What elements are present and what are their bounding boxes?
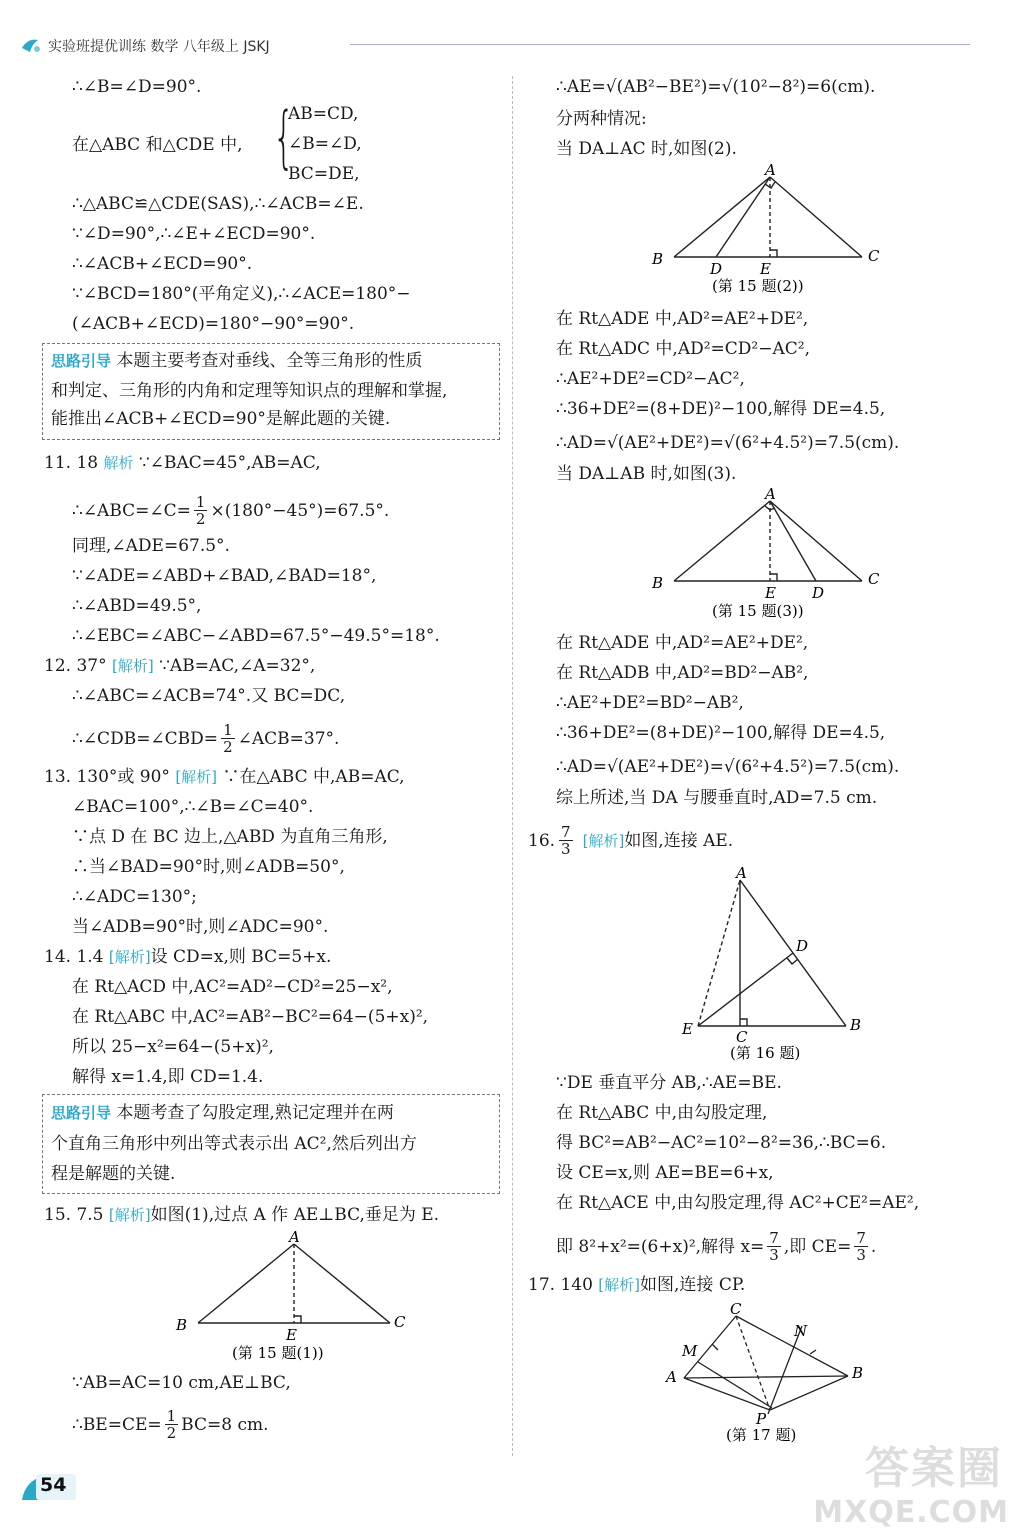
- text-line: 所以 25−x²=64−(5+x)²,: [72, 1037, 274, 1057]
- point-label: A: [666, 1368, 677, 1386]
- text-line: ∴AE²+DE²=CD²−AC²,: [556, 369, 745, 389]
- numerator: 1: [166, 1407, 177, 1425]
- text-line: ∴当∠BAD=90°时,则∠ADB=50°,: [72, 857, 345, 877]
- text-part: .: [870, 1236, 877, 1257]
- analysis-tag: [解析]: [598, 1276, 641, 1294]
- text-line: ∴∠ABD=49.5°,: [72, 596, 202, 616]
- text-part: ∴BE=CE=: [72, 1414, 162, 1435]
- fraction-line: [72, 494, 389, 527]
- question-number: 17. 140: [528, 1275, 599, 1295]
- text-line: 在 Rt△ADE 中,AD²=AE²+DE²,: [556, 309, 809, 329]
- figure-caption: (第 15 题(2)): [712, 277, 804, 295]
- figure-caption: (第 15 题(3)): [712, 602, 804, 620]
- analysis-tag: [解析]: [111, 657, 154, 675]
- text-line: ∵点 D 在 BC 边上,△ABD 为直角三角形,: [72, 827, 388, 847]
- point-label: B: [176, 1316, 188, 1334]
- figure-17: [660, 1298, 896, 1453]
- text-part: ∴∠ABC=∠C=: [72, 500, 191, 521]
- point-label: A: [289, 1230, 300, 1246]
- text-line: 如图(1),过点 A 作 AE⊥BC,垂足为 E.: [150, 1205, 440, 1225]
- question-number: 15. 7.5: [44, 1205, 109, 1225]
- text-line: ∴AE²+DE²=BD²−AB²,: [556, 693, 744, 713]
- denominator: 3: [561, 840, 571, 858]
- text-part: ∠ACB=37°.: [237, 728, 340, 749]
- text-line: ∴∠EBC=∠ABC−∠ABD=67.5°−49.5°=18°.: [72, 626, 440, 646]
- fraction-line: [72, 1408, 269, 1441]
- text-line: ∵∠D=90°,∴∠E+∠ECD=90°.: [72, 224, 316, 244]
- point-label: B: [850, 1016, 862, 1034]
- point-label: A: [765, 488, 776, 503]
- question-number: 11. 18: [44, 453, 104, 473]
- question-number: 12. 37°: [44, 656, 112, 676]
- text-line: ∵AB=AC,∠A=32°,: [153, 656, 316, 676]
- analysis-tag: [解析]: [175, 768, 218, 786]
- denominator: 2: [223, 738, 233, 756]
- question-number: 13. 130°或 90°: [44, 767, 176, 787]
- point-label: E: [765, 584, 776, 602]
- point-label: C: [868, 570, 880, 588]
- text-line: ∵DE 垂直平分 AB,∴AE=BE.: [556, 1073, 782, 1093]
- point-label: B: [652, 574, 664, 592]
- denominator: 2: [166, 1424, 177, 1442]
- text-line: ∵∠BAC=45°,AB=AC,: [133, 453, 321, 473]
- text-line: BC=DE,: [288, 164, 360, 184]
- text-line: 在 Rt△ABC 中,AC²=AB²−BC²=64−(5+x)²,: [72, 1007, 429, 1027]
- figure-15-3: [644, 488, 888, 623]
- text-line: ∵∠BCD=180°(平角定义),∴∠ACE=180°−: [72, 284, 411, 304]
- point-label: E: [760, 260, 771, 278]
- text-line: ∴36+DE²=(8+DE)²−100,解得 DE=4.5,: [556, 723, 886, 743]
- text-part: ,即 CE=: [783, 1236, 852, 1257]
- point-label: D: [796, 937, 809, 955]
- text-line: 设 CE=x,则 AE=BE=6+x,: [556, 1163, 774, 1183]
- point-label: E: [682, 1020, 693, 1038]
- book-logo-icon: [20, 36, 42, 54]
- point-label: C: [730, 1300, 742, 1318]
- text-line: ∴∠ADC=130°;: [72, 887, 197, 907]
- text-line: 如图,连接 CP.: [640, 1275, 746, 1295]
- numerator: 1: [223, 721, 233, 739]
- text-part: 如图,连接 AE.: [624, 830, 734, 851]
- hint-box: [42, 1094, 500, 1194]
- figure-caption: (第 15 题(1)): [232, 1344, 324, 1362]
- text-line: 综上所述,当 DA 与腰垂直时,AD=7.5 cm.: [556, 788, 878, 808]
- hint-text: 个直角三角形中列出等式表示出 AC²,然后列出方: [51, 1134, 417, 1154]
- text-line: ∴AD=√(AE²+DE²)=√(6²+4.5²)=7.5(cm).: [556, 433, 900, 453]
- text-line: 当∠ADB=90°时,则∠ADC=90°.: [72, 917, 329, 937]
- point-label: D: [812, 584, 825, 602]
- fraction: [221, 722, 235, 755]
- text-line: 得 BC²=AB²−AC²=10²−8²=36,∴BC=6.: [556, 1133, 887, 1153]
- analysis-tag: 解析: [103, 454, 134, 472]
- header-rule: [350, 44, 970, 45]
- denominator: 2: [195, 510, 206, 528]
- hint-text: 和判定、三角形的内角和定理等知识点的理解和掌握,: [51, 381, 448, 401]
- text-line: ∴△ABC≌△CDE(SAS),∴∠ACB=∠E.: [72, 194, 364, 214]
- text-line: ∴AE=√(AB²−BE²)=√(10²−8²)=6(cm).: [556, 77, 876, 97]
- analysis-tag: [解析]: [582, 831, 625, 850]
- watermark-url: MXQE.COM: [813, 1495, 1009, 1530]
- point-label: C: [736, 1028, 748, 1046]
- text-line: 当 DA⊥AC 时,如图(2).: [556, 139, 737, 159]
- text-line: 设 CD=x,则 BC=5+x.: [150, 947, 332, 967]
- text-line: ∴36+DE²=(8+DE)²−100,解得 DE=4.5,: [556, 399, 886, 419]
- analysis-tag: [解析]: [108, 948, 151, 966]
- numerator: 7: [856, 1229, 866, 1247]
- text-line: ∠BAC=100°,∴∠B=∠C=40°.: [72, 797, 314, 817]
- fraction: [559, 824, 573, 857]
- text-line: 在 Rt△ACD 中,AC²=AD²−CD²=25−x²,: [72, 977, 393, 997]
- point-label: B: [652, 250, 664, 268]
- text-line: (∠ACB+∠ECD)=180°−90°=90°.: [72, 314, 355, 334]
- fraction: [854, 1230, 868, 1263]
- denominator: 3: [769, 1246, 779, 1264]
- text-line: ∴∠ACB+∠ECD=90°.: [72, 254, 253, 274]
- figure-caption: (第 16 题): [730, 1044, 801, 1062]
- hint-heading: 思路引导: [51, 352, 112, 370]
- point-label: E: [286, 1326, 297, 1344]
- point-label: C: [868, 247, 880, 265]
- question-number: 16.: [528, 830, 556, 851]
- text-line: 在 Rt△ADC 中,AD²=CD²−AC²,: [556, 339, 810, 359]
- text-line: ∴AD=√(AE²+DE²)=√(6²+4.5²)=7.5(cm).: [556, 757, 900, 777]
- question-number: 14. 1.4: [44, 947, 109, 967]
- denominator: 3: [856, 1246, 866, 1264]
- text-line: ∵AB=AC=10 cm,AE⊥BC,: [72, 1373, 291, 1393]
- fraction: [165, 1408, 179, 1441]
- point-label: D: [710, 260, 723, 278]
- text-line: 同理,∠ADE=67.5°.: [72, 536, 230, 556]
- point-label: C: [394, 1313, 406, 1331]
- text-line: 在△ABC 和△CDE 中,: [72, 135, 243, 155]
- text-line: 当 DA⊥AB 时,如图(3).: [556, 464, 737, 484]
- fraction: [767, 1230, 781, 1263]
- figure-16: [676, 864, 876, 1064]
- text-part: ×(180°−45°)=67.5°.: [210, 500, 390, 521]
- text-line: 在 Rt△ACE 中,由勾股定理,得 AC²+CE²=AE²,: [556, 1193, 920, 1213]
- fraction-line: [72, 722, 339, 755]
- text-part: ∴∠CDB=∠CBD=: [72, 728, 219, 749]
- text-line: ∵在△ABC 中,AB=AC,: [217, 767, 405, 787]
- text-line: 在 Rt△ADE 中,AD²=AE²+DE²,: [556, 633, 809, 653]
- text-line: AB=CD,: [288, 104, 359, 124]
- watermark-text: 答案圈: [865, 1443, 1003, 1494]
- analysis-tag: [解析]: [108, 1206, 151, 1224]
- hint-text: 本题考查了勾股定理,熟记定理并在两: [111, 1103, 394, 1123]
- figure-15-2: [644, 164, 888, 304]
- figure-15-1: [168, 1230, 408, 1365]
- fraction: [194, 494, 208, 527]
- text-line: ∠B=∠D,: [288, 134, 362, 154]
- figure-caption: (第 17 题): [726, 1426, 797, 1444]
- hint-box: [42, 343, 500, 440]
- text-line: 解得 x=1.4,即 CD=1.4.: [72, 1067, 264, 1087]
- text-line: ∵∠ADE=∠ABD+∠BAD,∠BAD=18°,: [72, 566, 377, 586]
- text-part: BC=8 cm.: [181, 1414, 269, 1435]
- point-label: M: [682, 1342, 698, 1360]
- page-header: [20, 36, 1000, 56]
- point-label: P: [756, 1410, 767, 1428]
- point-label: A: [765, 164, 776, 179]
- numerator: 1: [195, 493, 206, 511]
- text-line: ∴∠B=∠D=90°.: [72, 77, 202, 97]
- hint-text: 本题主要考查对垂线、全等三角形的性质: [111, 351, 423, 371]
- text-line: 分两种情况:: [556, 109, 647, 129]
- text-line: ∴∠ABC=∠ACB=74°.又 BC=DC,: [72, 686, 346, 706]
- hint-heading: 思路引导: [51, 1104, 112, 1122]
- hint-text: 程是解题的关键.: [51, 1164, 176, 1184]
- point-label: B: [852, 1364, 864, 1382]
- hint-text: 能推出∠ACB+∠ECD=90°是解此题的关键.: [51, 409, 391, 429]
- fraction-line: [556, 1230, 876, 1263]
- text-line: 在 Rt△ABC 中,由勾股定理,: [556, 1103, 768, 1123]
- numerator: 7: [561, 823, 571, 841]
- point-label: N: [794, 1322, 808, 1340]
- point-label: A: [736, 864, 747, 882]
- column-divider: [512, 76, 513, 1456]
- page-number: 54: [40, 1474, 67, 1496]
- header-title: 实验班提优训练 数学 八年级上 JSKJ: [48, 39, 270, 55]
- page-number-badge: [20, 1470, 80, 1504]
- numerator: 7: [769, 1229, 779, 1247]
- question-line: [528, 824, 733, 857]
- brace-symbol: {: [272, 98, 295, 177]
- text-line: 在 Rt△ADB 中,AD²=BD²−AB²,: [556, 663, 809, 683]
- text-part: 即 8²+x²=(6+x)²,解得 x=: [556, 1236, 765, 1257]
